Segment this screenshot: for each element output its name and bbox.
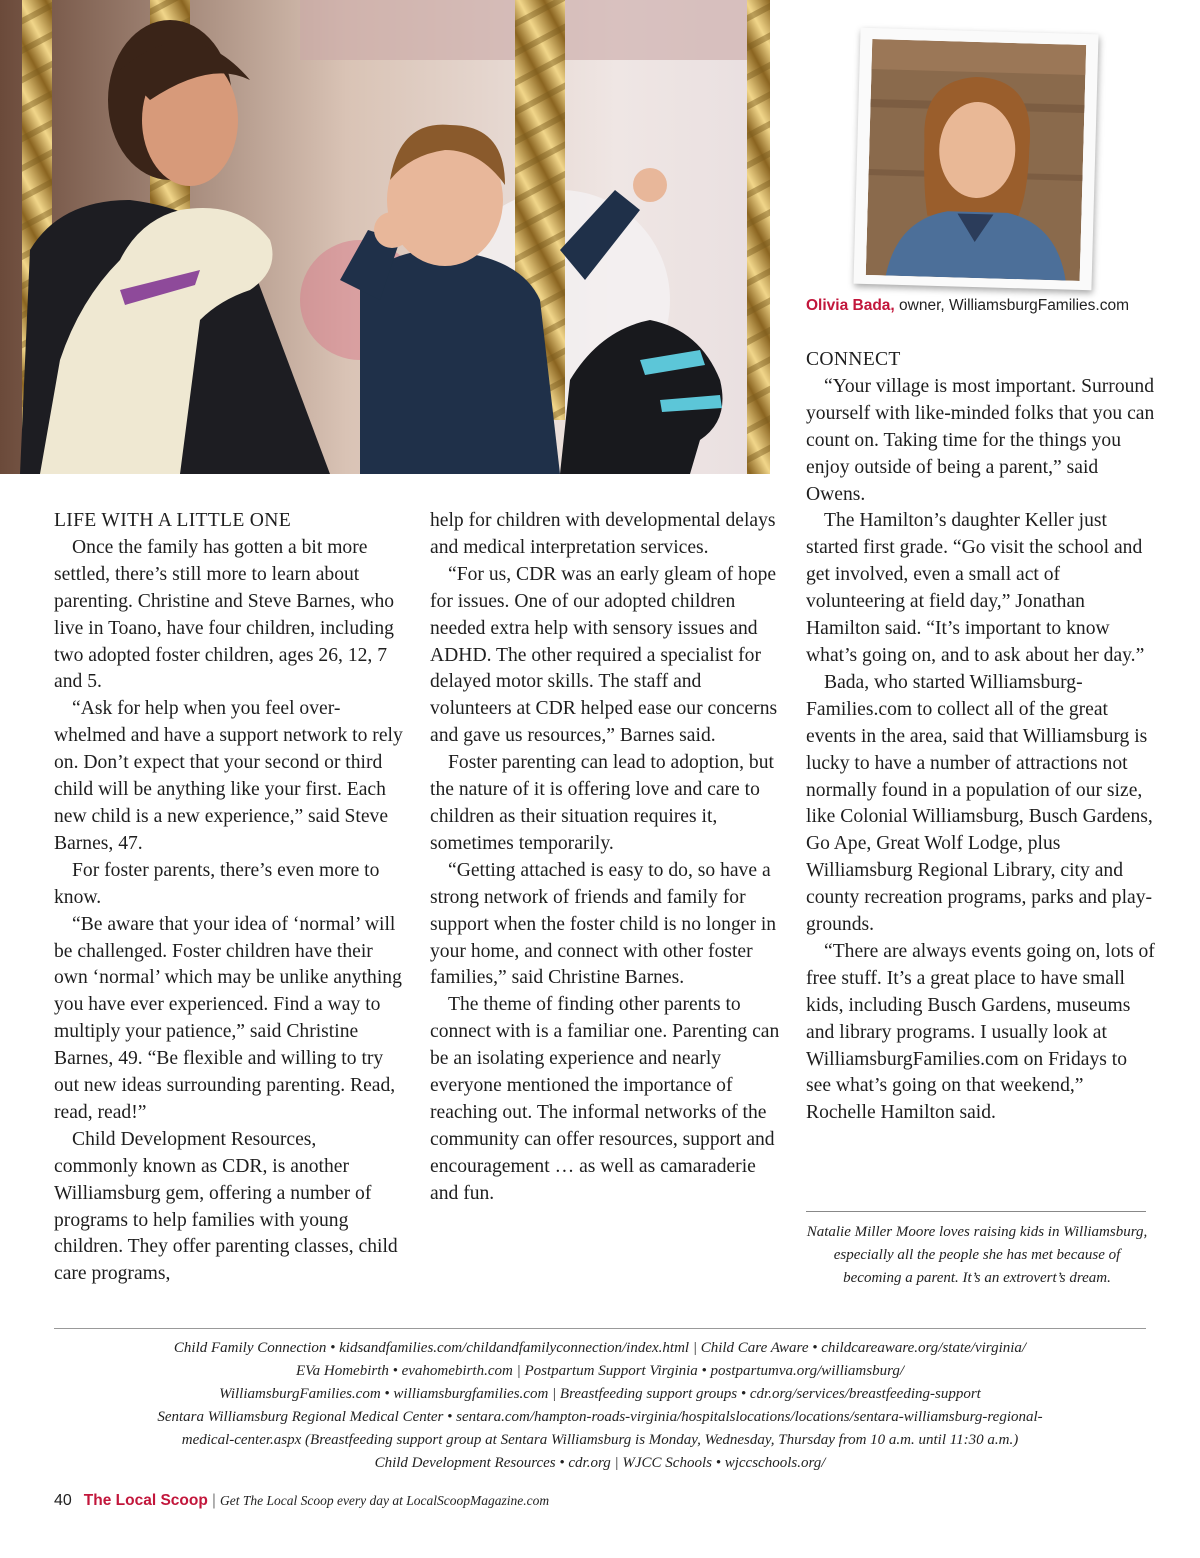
portrait-illustration	[866, 39, 1087, 281]
article-paragraph: “There are always events going on, lots of free stuff. It’s a great place to have small kids, including Busch Gardens, museums and library programs. I usually look at WilliamsburgFamilies.com on Fridays to see what’s going on that weekend,” Rochelle Hamilton said.	[806, 940, 1155, 1124]
author-bio: Natalie Miller Moore loves raising kids in Williamsburg, especially all the people she has met because of becoming a parent. It’s an extrovert’s dream.	[806, 1224, 1148, 1286]
article-paragraph: “Be aware that your idea of ‘normal’ will be challenged. Foster children have their own ‘normal’ which may be unlike anything you have ever experienced. Find a way to multiply your patience,” said Christine Barnes, 49. “Be flexible and willing to try out new ideas surrounding parenting. Read, read, read!”	[54, 913, 402, 1123]
article-paragraph: Once the family has gotten a bit more settled, there’s still more to learn about parenting. Christine and Steve Barnes, who live in Toano, have four children, including two adopted foster children, ages 26, 12, 7 and 5.	[54, 536, 395, 693]
article-paragraph: Bada, who started Williamsburg-Families.com to collect all of the great events in the area, said that Williamsburg is lucky to have a number of attractions not normally found in a population of our size, like Colonial Williamsburg, Busch Gardens, Go Ape, Great Wolf Lodge, plus Williamsburg Regional Library, city and county recreation programs, parks and play-grounds.	[806, 671, 1153, 936]
carousel-illustration	[0, 0, 770, 474]
resources-list	[54, 1337, 1146, 1474]
article-paragraph: “Getting attached is easy to do, so have a strong network of friends and family for support when the foster child is no longer in your home, and connect with other foster families,” said Christine Barnes.	[430, 859, 777, 989]
page-number: 40	[54, 1492, 72, 1509]
article-paragraph: For foster parents, there’s even more to know.	[54, 859, 380, 908]
article-paragraph: “Your village is most important. Surround yourself with like-minded folks that you can count on. Taking time for the things you enjoy outside of being a parent,” said Owens.	[806, 375, 1155, 505]
hero-photo-carousel	[0, 0, 770, 474]
article-paragraph: Foster parenting can lead to adoption, but the nature of it is offering love and care to children as their situation requires it, sometimes temporarily.	[430, 752, 774, 854]
section-heading: LIFE WITH A LITTLE ONE	[54, 510, 291, 531]
article-column-2	[430, 508, 780, 1208]
magazine-name: The Local Scoop	[83, 1492, 208, 1509]
article-paragraph: help for children with developmental delays and medical interpretation services.	[430, 510, 776, 558]
article-paragraph: “For us, CDR was an early gleam of hope for issues. One of our adopted children needed extra help with sensory issues and ADHD. The other required a specialist for delayed motor skills. The staff and volunteers at CDR helped ease our concerns and gave us resources,” Barnes said.	[430, 563, 778, 747]
portrait-polaroid-frame	[853, 28, 1098, 291]
resource-line: WilliamsburgFamilies.com • williamsburgfamilies.com | Breastfeeding support groups • cdr.org/services/breastfeeding-support	[219, 1385, 981, 1402]
portrait-photo	[866, 39, 1087, 281]
resource-line: Sentara Williamsburg Regional Medical Center • sentara.com/hampton-roads-virginia/hospitalslocations/locations/sentara-williamsburg-regional-	[157, 1408, 1043, 1425]
resources-divider	[54, 1328, 1146, 1329]
portrait-caption-name: Olivia Bada,	[806, 297, 895, 314]
article-paragraph: The Hamilton’s daughter Keller just started first grade. “Go visit the school and get involved, even a small act of volunteering at field day,” Jonathan Hamilton said. “It’s important to know what’s going on, and to ask about her day.”	[806, 510, 1145, 666]
page-footer	[54, 1492, 549, 1510]
portrait-caption	[806, 297, 1129, 315]
article-paragraph: The theme of finding other parents to connect with is a familiar one. Parenting can be an isolating experience and nearly everyone mentioned the importance of reaching out. The informal networks of the community can offer resources, support and encouragement … as well as camaraderie and fun.	[430, 994, 780, 1204]
article-column-3	[806, 347, 1156, 1127]
resource-line: Child Family Connection • kidsandfamilies.com/childandfamilyconnection/index.html | Child Care Aware • childcareaware.org/state/virginia/	[173, 1340, 1027, 1356]
article-paragraph: Child Development Resources, commonly known as CDR, is another Williamsburg gem, offering a number of programs to help families with young children. They offer parenting classes, child care programs,	[54, 1128, 398, 1285]
footer-separator: |	[211, 1492, 216, 1509]
portrait-caption-role: owner, WilliamsburgFamilies.com	[894, 297, 1130, 314]
footer-tagline: Get The Local Scoop every day at LocalScoopMagazine.com	[219, 1493, 550, 1508]
resource-line: medical-center.aspx (Breastfeeding support group at Sentara Williamsburg is Monday, Wednesday, Thursday from 10 a.m. until 11:30 a.m.)	[181, 1431, 1019, 1448]
article-paragraph: “Ask for help when you feel over-whelmed and have a support network to rely on. Don’t expect that your second or third child will be anything like your first. Each new child is a new experience,” said Steve Barnes, 47.	[54, 698, 403, 854]
bio-divider	[806, 1211, 1146, 1212]
section-heading: CONNECT	[806, 349, 901, 370]
article-column-1	[54, 508, 404, 1288]
resource-line: Child Development Resources • cdr.org | WJCC Schools • wjccschools.org/	[374, 1454, 826, 1471]
resource-line: EVa Homebirth • evahomebirth.com | Postpartum Support Virginia • postpartumva.org/williamsburg/	[295, 1362, 905, 1379]
